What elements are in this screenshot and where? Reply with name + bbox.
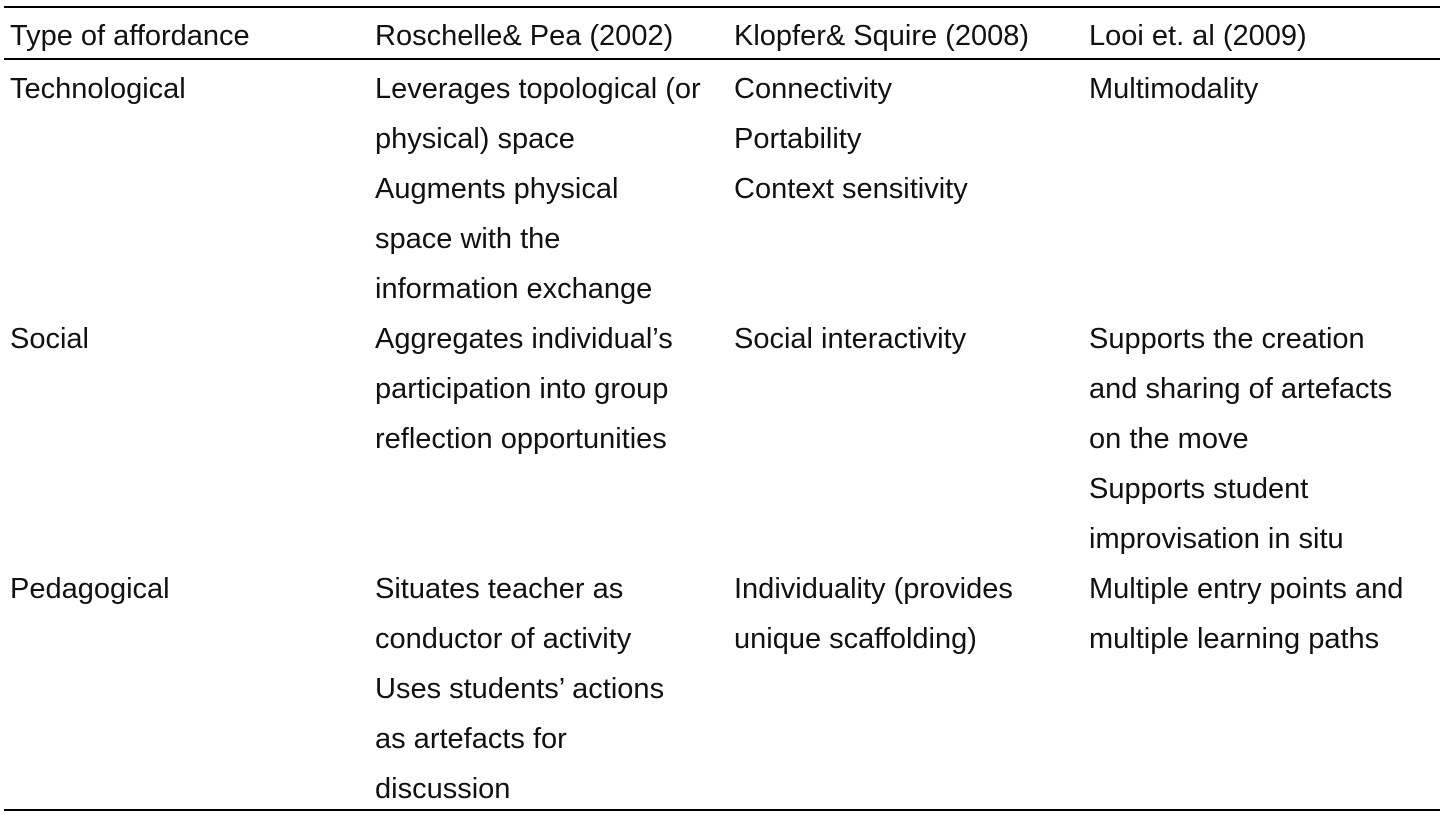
cell-text-line: Aggregates individual’s: [375, 323, 673, 355]
table-top-rule: [4, 6, 1440, 8]
cell-text-line: on the move: [1089, 423, 1249, 455]
klopfer-squire-cell: [734, 64, 968, 214]
cell-text-line: discussion: [375, 773, 511, 805]
cell-text-line: Individuality (provides: [734, 573, 1013, 605]
cell-text-line: Augments physical: [375, 173, 619, 205]
type-cell: [10, 564, 170, 614]
cell-text-line: multiple learning paths: [1089, 623, 1380, 655]
cell-text-line: information exchange: [375, 273, 653, 305]
cell-text-line: Connectivity: [734, 73, 892, 105]
cell-text-line: reflection opportunities: [375, 423, 667, 455]
cell-text-line: Social: [10, 323, 89, 355]
cell-text-line: Supports the creation: [1089, 323, 1365, 355]
cell-text-line: improvisation in situ: [1089, 523, 1344, 555]
cell-text-line: and sharing of artefacts: [1089, 373, 1393, 405]
cell-text-line: conductor of activity: [375, 623, 632, 655]
cell-text-line: Pedagogical: [10, 573, 170, 605]
klopfer-squire-cell: [734, 314, 966, 364]
cell-text-line: Supports student: [1089, 473, 1309, 505]
header-roschelle-pea: Roschelle& Pea (2002): [375, 20, 674, 52]
cell-text-line: Context sensitivity: [734, 173, 968, 205]
table-bottom-rule: [4, 809, 1440, 811]
cell-text-line: Social interactivity: [734, 323, 967, 355]
cell-text-line: Leverages topological (or: [375, 73, 701, 105]
cell-text-line: space with the: [375, 223, 561, 255]
cell-text-line: participation into group: [375, 373, 669, 405]
roschelle-pea-cell: [375, 564, 664, 814]
table-header-rule: [4, 58, 1440, 60]
header-type-of-affordance: Type of affordance: [10, 20, 250, 52]
cell-text-line: unique scaffolding): [734, 623, 977, 655]
type-cell: [10, 64, 186, 114]
cell-text-line: Technological: [10, 73, 186, 105]
cell-text-line: Multiple entry points and: [1089, 573, 1404, 605]
looi-cell: [1089, 564, 1403, 664]
cell-text-line: Uses students’ actions: [375, 673, 665, 705]
cell-text-line: as artefacts for: [375, 723, 567, 755]
cell-text-line: Multimodality: [1089, 73, 1259, 105]
cell-text-line: Portability: [734, 123, 862, 155]
type-cell: [10, 314, 89, 364]
header-looi: Looi et. al (2009): [1089, 20, 1307, 52]
cell-text-line: Situates teacher as: [375, 573, 624, 605]
looi-cell: [1089, 314, 1392, 564]
klopfer-squire-cell: [734, 564, 1013, 664]
roschelle-pea-cell: [375, 314, 673, 464]
roschelle-pea-cell: [375, 64, 701, 314]
looi-cell: [1089, 64, 1258, 114]
cell-text-line: physical) space: [375, 123, 575, 155]
header-klopfer-squire: Klopfer& Squire (2008): [734, 20, 1029, 52]
